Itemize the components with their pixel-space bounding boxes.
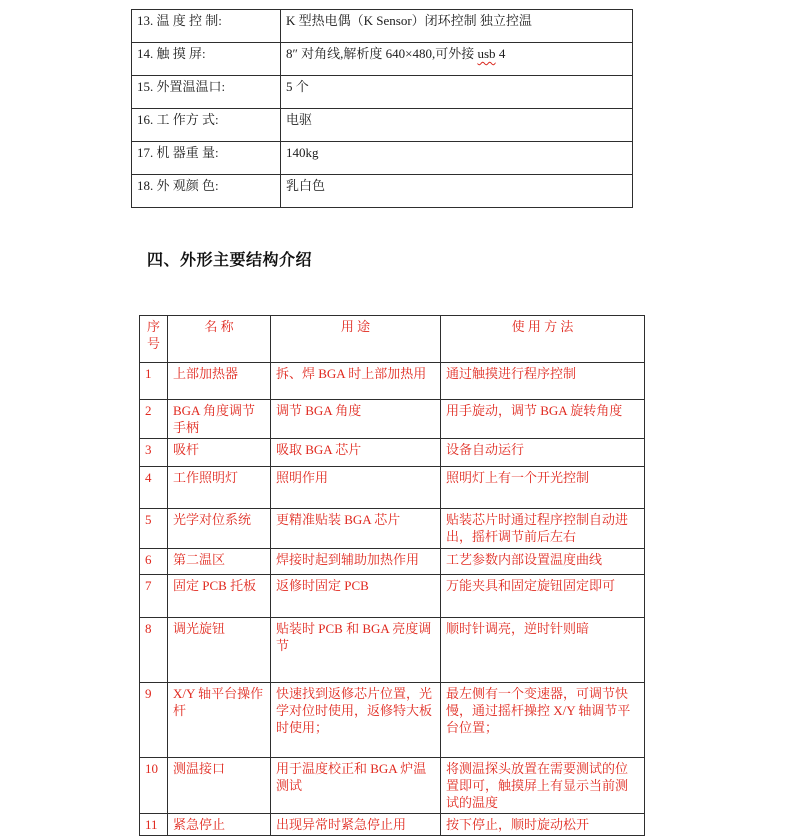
cell-purpose: 贴装时 PCB 和 BGA 亮度调节: [271, 617, 441, 682]
spec-label-cell: [132, 175, 281, 208]
spec-row-number: 16.: [137, 112, 154, 127]
spec-row-label: 外 观颜 色:: [156, 178, 219, 193]
cell-number: 4: [140, 467, 168, 509]
spec-value-cell: [281, 76, 633, 109]
structure-table-row: [140, 509, 645, 548]
cell-purpose: 调节 BGA 角度: [271, 400, 441, 439]
cell-number: 11: [140, 814, 168, 836]
spec-table-row: [132, 10, 633, 43]
cell-number: 3: [140, 439, 168, 467]
cell-number: 2: [140, 400, 168, 439]
spec-label-cell: [132, 76, 281, 109]
cell-name: 工作照明灯: [168, 467, 271, 509]
cell-name: 第二温区: [168, 548, 271, 574]
cell-method: 按下停止，顺时旋动松开: [441, 814, 645, 836]
cell-name: 固定 PCB 托板: [168, 574, 271, 617]
structure-table: [139, 315, 645, 836]
col-header-method: 使 用 方 法: [441, 316, 645, 363]
cell-method: 贴装芯片时通过程序控制自动进出，摇杆调节前后左右: [441, 509, 645, 548]
spec-value-cell: [281, 175, 633, 208]
spec-value-cell: [281, 43, 633, 76]
structure-table-row: [140, 574, 645, 617]
cell-method: 最左侧有一个变速器，可调节快慢，通过摇杆操控 X/Y 轴调节平台位置；: [441, 682, 645, 757]
cell-method: 照明灯上有一个开光控制: [441, 467, 645, 509]
cell-method: 将测温探头放置在需要测试的位置即可，触摸屏上有显示当前测试的温度: [441, 757, 645, 813]
cell-number: 1: [140, 363, 168, 400]
cell-purpose: 返修时固定 PCB: [271, 574, 441, 617]
structure-table-row: [140, 814, 645, 836]
spec-value-cell: [281, 142, 633, 175]
cell-name: 上部加热器: [168, 363, 271, 400]
cell-name: 调光旋钮: [168, 617, 271, 682]
spec-row-value-tail: 4: [495, 46, 506, 61]
spec-table-body: [132, 10, 633, 208]
spec-row-number: 14.: [137, 46, 154, 61]
cell-purpose: 照明作用: [271, 467, 441, 509]
structure-table-row: [140, 617, 645, 682]
spec-row-label: 机 器重 量:: [156, 145, 219, 160]
col-header-number: 序号: [140, 316, 168, 363]
spec-table-row: [132, 43, 633, 76]
spec-row-number: 17.: [137, 145, 154, 160]
cell-name: 吸杆: [168, 439, 271, 467]
spec-row-value-misspelled: usb: [477, 46, 496, 61]
cell-number: 8: [140, 617, 168, 682]
spec-row-value: 电驱: [286, 112, 313, 127]
spec-row-value: 乳白色: [286, 178, 326, 193]
cell-number: 9: [140, 682, 168, 757]
cell-name: 光学对位系统: [168, 509, 271, 548]
cell-number: 7: [140, 574, 168, 617]
cell-method: 顺时针调亮，逆时针则暗: [441, 617, 645, 682]
structure-table-row: [140, 400, 645, 439]
structure-table-body: [140, 363, 645, 836]
cell-name: BGA 角度调节手柄: [168, 400, 271, 439]
cell-method: 通过触摸进行程序控制: [441, 363, 645, 400]
spec-table-row: [132, 109, 633, 142]
spec-label-cell: [132, 10, 281, 43]
spec-row-number: 18.: [137, 178, 154, 193]
spec-row-value: 8″ 对角线,解析度 640×480,可外接: [286, 46, 478, 61]
spec-table-row: [132, 76, 633, 109]
spec-label-cell: [132, 109, 281, 142]
cell-number: 6: [140, 548, 168, 574]
structure-table-row: [140, 682, 645, 757]
cell-purpose: 焊接时起到辅助加热作用: [271, 548, 441, 574]
spec-row-label: 温 度 控 制:: [156, 13, 222, 28]
cell-method: 万能夹具和固定旋钮固定即可: [441, 574, 645, 617]
spec-row-label: 工 作方 式:: [156, 112, 219, 127]
spec-table-row: [132, 142, 633, 175]
structure-table-row: [140, 757, 645, 813]
cell-number: 5: [140, 509, 168, 548]
spec-row-value: 140kg: [286, 145, 319, 160]
cell-purpose: 吸取 BGA 芯片: [271, 439, 441, 467]
spec-table: [131, 9, 633, 208]
spec-row-number: 15.: [137, 79, 154, 94]
section-heading: 四、外形主要结构介绍: [147, 252, 313, 269]
spec-table-row: [132, 175, 633, 208]
structure-table-row: [140, 439, 645, 467]
col-header-name: 名 称: [168, 316, 271, 363]
cell-name: X/Y 轴平台操作杆: [168, 682, 271, 757]
structure-table-row: [140, 548, 645, 574]
spec-row-value: 5 个: [286, 79, 309, 94]
structure-table-head: [140, 316, 645, 363]
cell-purpose: 更精准贴装 BGA 芯片: [271, 509, 441, 548]
structure-table-row: [140, 363, 645, 400]
cell-number: 10: [140, 757, 168, 813]
spec-label-cell: [132, 43, 281, 76]
spec-row-value: K 型热电偶（K Sensor）闭环控制 独立控温: [286, 13, 532, 28]
spec-value-cell: [281, 10, 633, 43]
cell-name: 紧急停止: [168, 814, 271, 836]
structure-header-row: [140, 316, 645, 363]
col-header-purpose: 用 途: [271, 316, 441, 363]
spec-row-number: 13.: [137, 13, 154, 28]
spec-row-label: 外置温温口:: [156, 79, 226, 94]
spec-value-cell: [281, 109, 633, 142]
cell-method: 设备自动运行: [441, 439, 645, 467]
spec-row-label: 触 摸 屏:: [156, 46, 206, 61]
cell-purpose: 用于温度校正和 BGA 炉温测试: [271, 757, 441, 813]
cell-name: 测温接口: [168, 757, 271, 813]
cell-method: 工艺参数内部设置温度曲线: [441, 548, 645, 574]
structure-table-row: [140, 467, 645, 509]
cell-purpose: 快速找到返修芯片位置，光学对位时使用，返修特大板时使用；: [271, 682, 441, 757]
spec-label-cell: [132, 142, 281, 175]
cell-method: 用手旋动，调节 BGA 旋转角度: [441, 400, 645, 439]
cell-purpose: 拆、焊 BGA 时上部加热用: [271, 363, 441, 400]
cell-purpose: 出现异常时紧急停止用: [271, 814, 441, 836]
